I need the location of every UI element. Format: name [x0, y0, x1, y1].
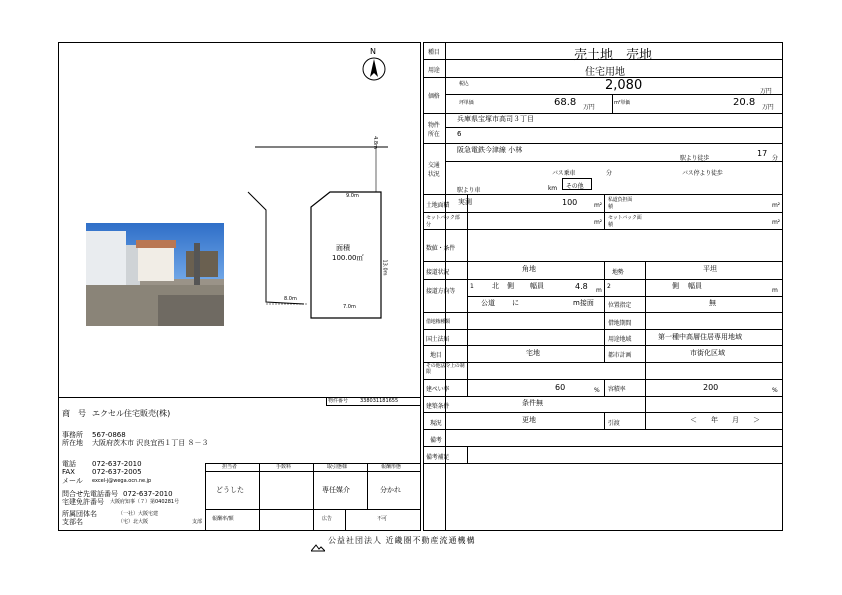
remarks-label: 備考: [430, 437, 442, 444]
national-label: 国土法届: [426, 336, 450, 343]
terrain-value: 平坦: [703, 265, 717, 273]
row2-width-label: 幅員: [688, 282, 702, 290]
row1-no: 1: [470, 283, 474, 290]
staff-h1: 担当者: [222, 464, 238, 470]
company-address: 大阪府茨木市 沢良宜西１丁目 ８－３: [92, 439, 209, 447]
transport-line: 阪急電鉄今津線 小林: [457, 146, 523, 154]
dim-right: 13.0m: [381, 259, 388, 276]
category-label: 地目: [430, 352, 442, 359]
assoc-label: 所属団体名: [62, 510, 97, 518]
station-km: km: [548, 185, 557, 192]
company-name-label: 商 号: [62, 409, 86, 418]
dim-road: 4.8m: [371, 136, 378, 149]
building-cond-label: 建築条件: [426, 403, 450, 410]
public-ni: に: [512, 299, 519, 307]
org-logo-icon: [311, 537, 325, 545]
fax-label: FAX: [62, 468, 75, 476]
type-value: 売土地 売地: [574, 48, 653, 63]
position-label: 位置指定: [608, 302, 632, 309]
area-value: 100: [562, 198, 578, 207]
footer-org: 公益社団法人 近畿圏不動産流通機構: [328, 536, 476, 545]
row2-unit: m: [772, 287, 778, 294]
zoning-value: 第一種中高層住居専用地域: [658, 333, 742, 341]
tel-value: 072-637-2010: [92, 460, 142, 468]
contact-tel-value: 072-637-2010: [123, 490, 173, 498]
license-value: 大阪府知事（７）第040281号: [110, 499, 180, 505]
price-note: 税込: [459, 81, 469, 87]
location-label: 物件所在: [428, 122, 440, 138]
tel-label: 電話: [62, 460, 76, 468]
building-cond-value: 条件無: [522, 399, 543, 407]
status-value: 更地: [522, 416, 536, 424]
staff-v1: どうした: [216, 486, 244, 494]
far-unit: %: [772, 387, 778, 394]
office-label: 事務所: [62, 431, 83, 439]
staff-h2: 手数料: [276, 464, 292, 470]
conditions-label: 数値・条件: [426, 245, 456, 252]
contact-tel-label: 問合せ先電話番号: [62, 490, 118, 498]
row1-width-label: 幅員: [530, 282, 544, 290]
lot-area-value: 100.00㎡: [332, 254, 364, 262]
transport-label: 交通状況: [428, 162, 440, 178]
m2-label: m²単価: [614, 100, 631, 106]
coverage-unit: %: [594, 387, 600, 394]
mail-value: excel-j@wega.ocn.ne.jp: [92, 478, 152, 484]
remarks-supp-label: 備考補足: [426, 454, 450, 461]
bus-min: 分: [606, 170, 612, 177]
price-label: 価格: [428, 93, 440, 100]
reg-no-value: 338031181655: [360, 398, 399, 404]
coverage-value: 60: [555, 383, 566, 392]
address-label: 所在地: [62, 439, 83, 447]
position-value: 無: [709, 299, 716, 307]
setback-unit: m²: [594, 219, 602, 226]
use-label: 用途: [428, 67, 440, 74]
coverage-label: 建ぺい率: [426, 386, 450, 393]
row1-unit: m: [596, 287, 602, 294]
north-label: N: [370, 47, 376, 56]
dim-top: 9.0m: [346, 193, 359, 199]
public-road: 公道: [481, 299, 495, 307]
area-label: 土地面積: [426, 202, 450, 209]
row1-width: 4.8: [575, 282, 588, 291]
m2-value: 20.8: [733, 97, 756, 108]
status-label: 現況: [430, 420, 442, 427]
dim-left: 8.0m: [284, 296, 297, 302]
tsubo-label: 坪単価: [459, 100, 474, 106]
contact-m: m接面: [573, 299, 594, 307]
dim-bottom: 7.0m: [343, 304, 356, 310]
branch-suffix: 支部: [192, 519, 203, 525]
mail-label: メール: [62, 477, 83, 485]
far-value: 200: [703, 383, 719, 392]
setback-area-label: セットバック面積: [608, 215, 642, 228]
row1-side: 側: [507, 282, 514, 290]
ad-label: 広告: [322, 516, 333, 522]
staff-h4: 報酬形態: [381, 464, 402, 470]
location-line1: 兵庫県宝塚市高司３丁目: [457, 115, 534, 123]
terrain-label: 地勢: [612, 269, 624, 276]
bus-ride: バス乗車: [552, 170, 576, 177]
walk-label: 駅より徒歩: [680, 155, 710, 162]
row2-no: 2: [607, 283, 611, 290]
transport-other: その他: [566, 183, 584, 190]
reg-no-label: 物件番号: [328, 398, 349, 404]
license-label: 宅建免許番号: [62, 498, 104, 506]
zoning-label: 用途地域: [608, 336, 632, 343]
walk-value: 17: [757, 149, 768, 158]
direction-label: 接道方向等: [426, 288, 456, 295]
land-rights-label: 借地権種類: [426, 319, 451, 325]
far-label: 容積率: [608, 386, 626, 393]
setback-label: セットバック部分: [426, 215, 460, 228]
staff-v4: 分かれ: [380, 486, 401, 494]
station-car: 駅より車: [457, 187, 481, 194]
delivery-label: 引渡: [608, 420, 620, 427]
property-photo: [86, 223, 224, 326]
city-plan-label: 都市計画: [608, 352, 632, 359]
area-unit: m²: [594, 202, 602, 209]
private-road-unit: m²: [772, 202, 780, 209]
delivery-value: ＜ 年 月 ＞: [690, 416, 760, 424]
postal-code: 567-0868: [92, 431, 126, 439]
staff-h3: 取引態様: [327, 464, 348, 470]
area-kind: 実測: [458, 198, 472, 206]
site-plan: [58, 42, 421, 397]
city-plan-value: 市街化区域: [690, 349, 725, 357]
price-unit: 万円: [760, 88, 772, 95]
staff-v3: 専任媒介: [322, 486, 350, 494]
category-value: 宅地: [526, 349, 540, 357]
private-road-label: 私道負担面積: [608, 197, 633, 210]
tsubo-value: 68.8: [554, 97, 577, 108]
use-value: 住宅用地: [585, 67, 625, 78]
branch-label: 支部名: [62, 518, 83, 526]
walk-unit: 分: [772, 155, 778, 162]
company-name: エクセル住宅販売(株): [92, 409, 171, 418]
setback-area-unit: m²: [772, 219, 780, 226]
branch-value: （宅）北大阪: [118, 519, 149, 525]
road-contact-value: 角地: [522, 265, 536, 273]
lot-area-label: 面積: [336, 244, 350, 252]
other-legal-label: その他法令上の制限: [426, 363, 465, 375]
assoc-value: （一社）大阪宅建: [118, 511, 159, 517]
type-label: 種目: [428, 49, 440, 56]
location-line2: 6: [457, 130, 462, 138]
m2-unit: 万円: [762, 104, 774, 111]
term-label: 借地期間: [608, 320, 632, 327]
fax-value: 072-637-2005: [92, 468, 142, 476]
row2-side: 側: [672, 282, 679, 290]
tsubo-unit: 万円: [583, 104, 595, 111]
ad-value: 不可: [377, 516, 388, 522]
price-value: 2,080: [605, 78, 643, 93]
fee-label: 報酬率/額: [212, 516, 234, 522]
bus-walk: バス停より徒歩: [682, 170, 723, 177]
road-contact-label: 接道状況: [426, 269, 450, 276]
row1-dir: 北: [492, 282, 499, 290]
